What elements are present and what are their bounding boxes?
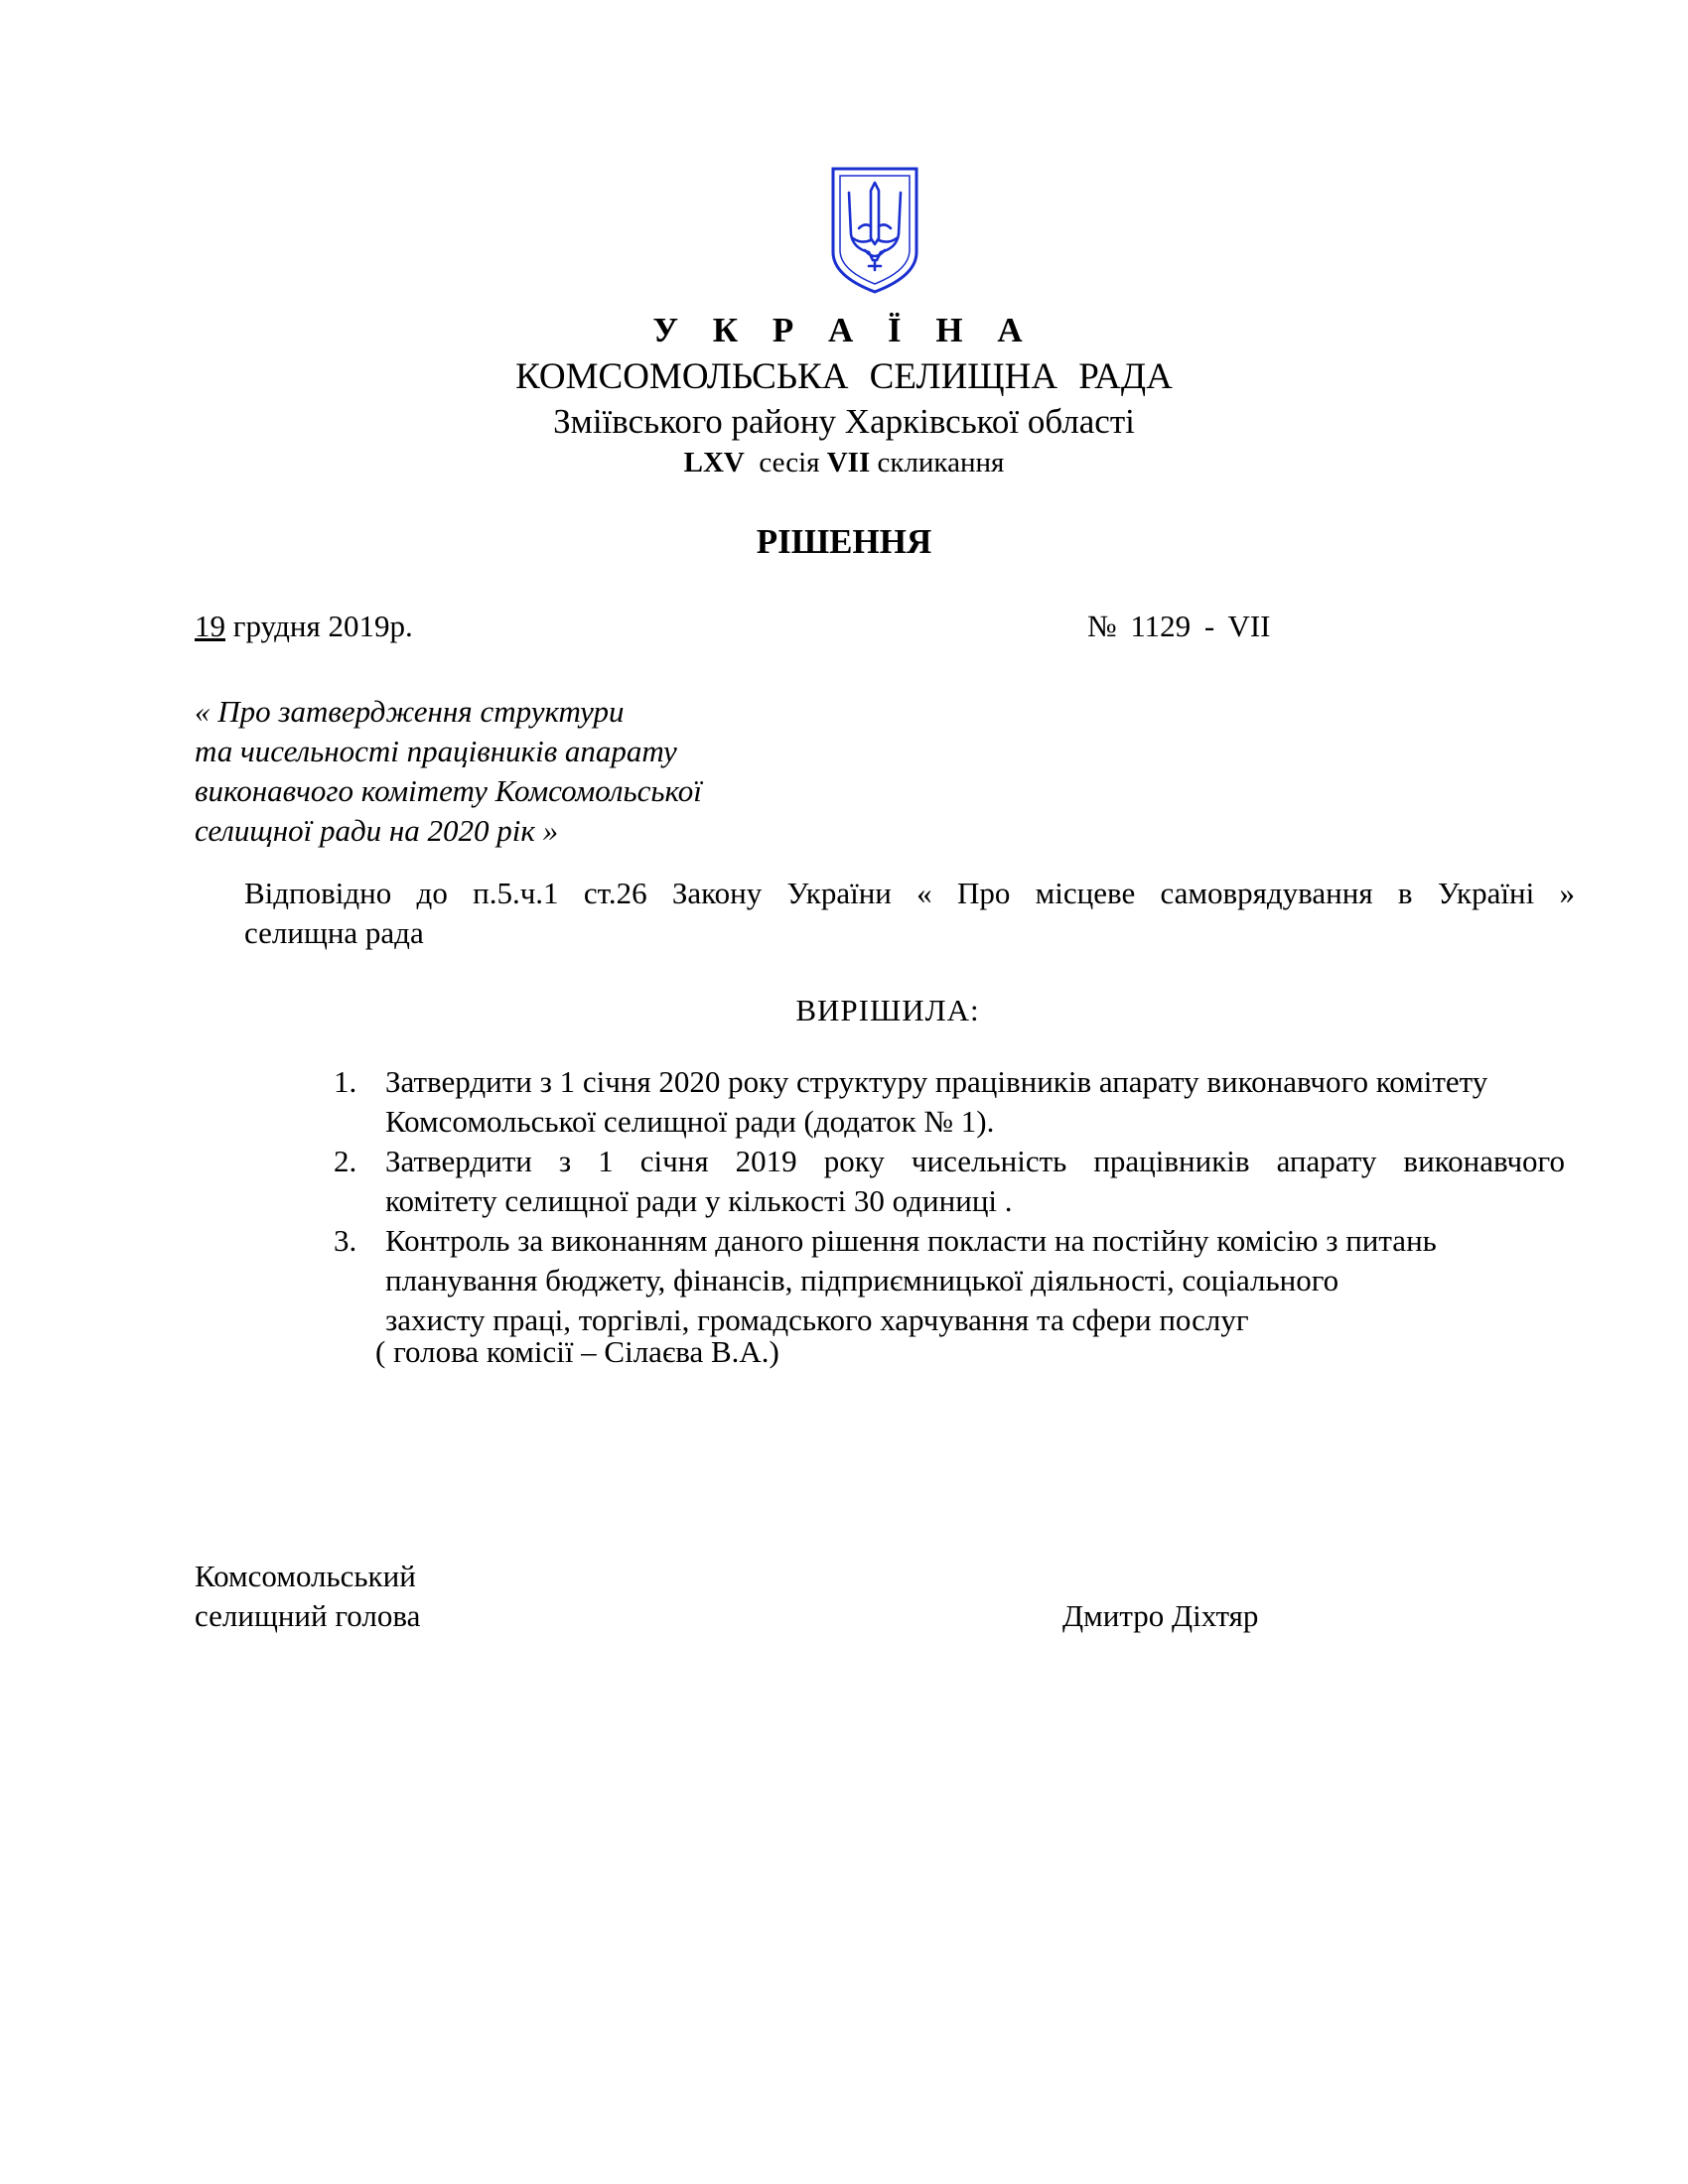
date-day: 19 bbox=[195, 609, 225, 643]
preamble-line: селищна рада bbox=[244, 915, 424, 950]
decision-item bbox=[334, 1142, 1565, 1221]
decision-line: Затвердити з 1 січня 2019 року чисельність працівників апарату виконавчого bbox=[385, 1144, 1565, 1178]
signatory-position-line: Комсомольський bbox=[195, 1559, 416, 1593]
session-word: сесія bbox=[759, 447, 820, 478]
decision-line: Контроль за виконанням даного рішення покласти на постійну комісію з питань bbox=[385, 1223, 1437, 1258]
document-date bbox=[195, 608, 413, 645]
decision-text bbox=[385, 1062, 1565, 1142]
resolved-heading: ВИРІШИЛА: bbox=[795, 993, 980, 1027]
commission-chair-note: ( голова комісії – Сілаєва В.А.) bbox=[375, 1334, 779, 1369]
country-heading: У К Р А Ї Н А bbox=[652, 311, 1036, 349]
subject-line: « Про затвердження структури bbox=[195, 694, 625, 729]
decision-line: Комсомольської селищної ради (додаток № 1). bbox=[385, 1104, 995, 1139]
document-title: РІШЕННЯ bbox=[756, 522, 932, 561]
subject-line: та чисельності працівників апарату bbox=[195, 734, 677, 768]
decision-text bbox=[385, 1221, 1565, 1340]
preamble-line: Відповідно до п.5.ч.1 ст.26 Закону України « Про місцеве самоврядування в Україні » bbox=[244, 876, 1575, 910]
decision-number: 1. bbox=[334, 1064, 357, 1099]
signatory-position-line: селищний голова bbox=[195, 1598, 421, 1633]
decision-line: планування бюджету, фінансів, підприємницької діяльності, соціального bbox=[385, 1263, 1339, 1297]
signatory-name: Дмитро Діхтяр bbox=[1062, 1598, 1259, 1633]
date-rest: грудня 2019р. bbox=[225, 609, 413, 643]
coat-of-arms-icon bbox=[829, 165, 920, 296]
decision-line: комітету селищної ради у кількості 30 одиниці . bbox=[385, 1183, 1013, 1218]
document-subject bbox=[195, 692, 810, 851]
decision-item bbox=[334, 1221, 1565, 1340]
convocation-number: VII bbox=[826, 447, 871, 478]
session-number: LXV bbox=[683, 447, 745, 478]
decision-line: захисту праці, торгівлі, громадського харчування та сфери послуг bbox=[385, 1302, 1249, 1337]
council-name: КОМСОМОЛЬСЬКА СЕЛИЩНА РАДА bbox=[515, 356, 1173, 397]
convocation-word: скликання bbox=[877, 447, 1005, 478]
decision-list bbox=[334, 1062, 1565, 1340]
session-line bbox=[0, 445, 1688, 480]
subject-line: селищної ради на 2020 рік » bbox=[195, 813, 559, 848]
document-number: № 1129 - VII bbox=[1087, 609, 1271, 643]
decision-number: 2. bbox=[334, 1144, 357, 1178]
decision-text bbox=[385, 1142, 1565, 1221]
district-line: Зміївського району Харківської області bbox=[553, 402, 1135, 441]
decision-item bbox=[334, 1062, 1565, 1142]
decision-number: 3. bbox=[334, 1223, 357, 1258]
subject-line: виконавчого комітету Комсомольської bbox=[195, 773, 702, 808]
decision-line: Затвердити з 1 січня 2020 року структуру працівників апарату виконавчого комітету bbox=[385, 1064, 1488, 1099]
signatory-position bbox=[195, 1557, 420, 1636]
